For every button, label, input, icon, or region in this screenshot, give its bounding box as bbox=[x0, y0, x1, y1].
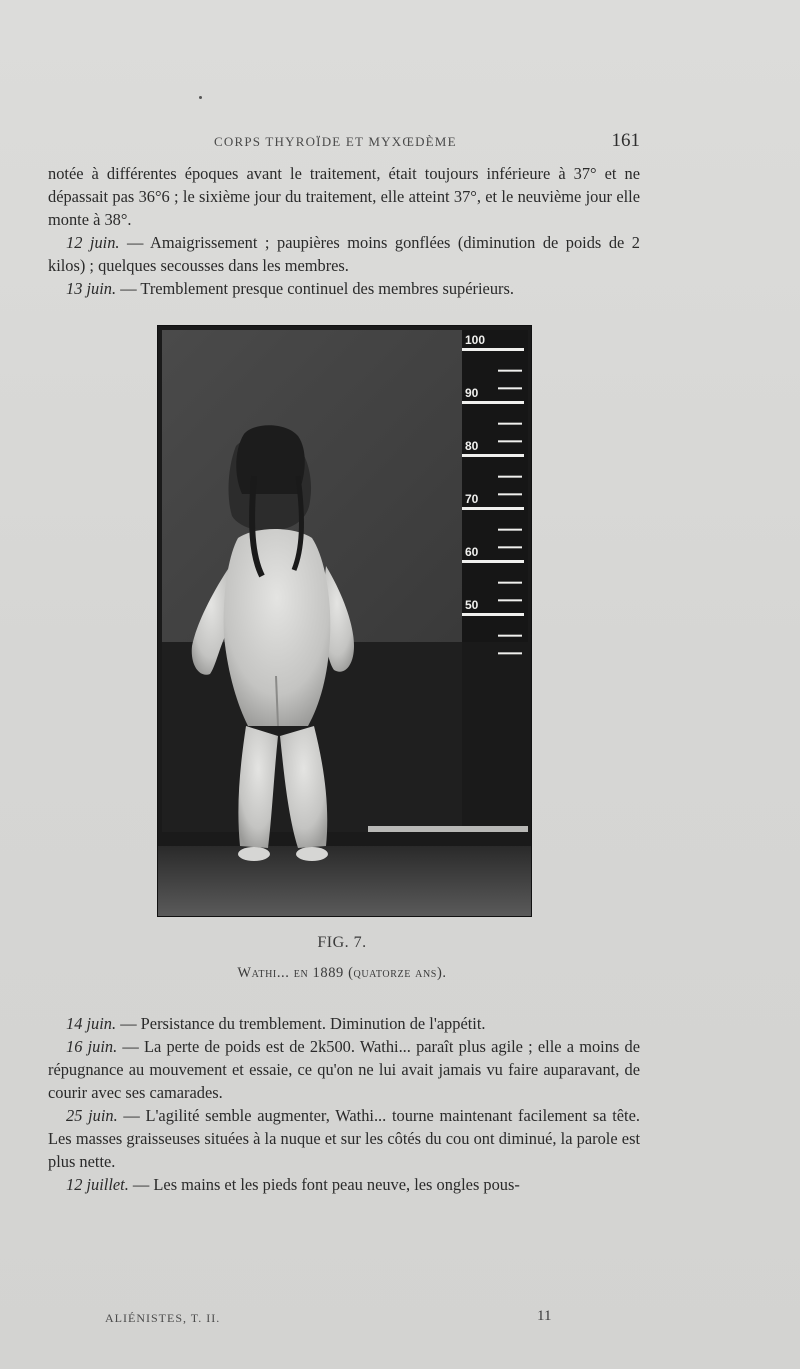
scale-label: 70 bbox=[465, 492, 479, 506]
paragraph-temperature: notée à différentes époques avant le traitement, était toujours inférieure à 37° et ne dépassait pas 36°6 ; le sixième jour du traitement, elle atteint 37°, et le neuvième jour elle monte à 38°. bbox=[48, 164, 640, 229]
scale-major-tick bbox=[462, 401, 524, 404]
paragraph-25-juin: 25 juin. — L'agilité semble augmenter, Wathi... tourne maintenant facilement sa tête. Les masses graisseuses situées à la nuque et sur les côtés du cou ont diminué, la parole est plus nette. bbox=[48, 1106, 640, 1171]
paragraph-12-juin: 12 juin. — Amaigrissement ; paupières moins gonflées (diminution de poids de 2 kilos) ; quelques secousses dans les membres. bbox=[48, 233, 640, 275]
scale-minor-tick bbox=[498, 582, 522, 584]
page-number: 161 bbox=[611, 130, 640, 151]
scale-minor-tick bbox=[498, 476, 522, 478]
scale-label: 60 bbox=[465, 545, 479, 559]
scale-label: 80 bbox=[465, 439, 479, 453]
scale-minor-tick bbox=[498, 440, 522, 442]
scale-minor-tick bbox=[498, 493, 522, 495]
scale-minor-tick bbox=[498, 599, 522, 601]
sheet-number: 11 bbox=[537, 1308, 552, 1324]
scale-major-tick bbox=[462, 507, 524, 510]
scale-label: 50 bbox=[465, 598, 479, 612]
scale-minor-tick bbox=[498, 652, 522, 654]
scale-minor-tick bbox=[498, 423, 522, 425]
date-14-juin: 14 juin. bbox=[66, 1014, 117, 1033]
baseboard bbox=[368, 826, 528, 832]
figure-photograph bbox=[157, 325, 532, 917]
running-head bbox=[48, 130, 640, 154]
scale-major-tick bbox=[462, 613, 524, 616]
scale-major-tick bbox=[462, 454, 524, 457]
figure-caption: FIG. 7. bbox=[317, 934, 367, 951]
signature-mark: ALIÉNISTES, T. II. bbox=[105, 1311, 221, 1325]
date-13-juin: 13 juin. bbox=[66, 279, 117, 298]
date-12-juillet: 12 juillet. bbox=[66, 1175, 129, 1194]
top-text-block bbox=[48, 162, 640, 300]
scale-minor-tick bbox=[498, 387, 522, 389]
paragraph-14-juin: 14 juin. — Persistance du tremblement. Diminution de l'appétit. bbox=[66, 1014, 486, 1033]
height-scale bbox=[462, 330, 528, 654]
date-16-juin: 16 juin. bbox=[66, 1037, 118, 1056]
figure-subcaption: Wathi... en 1889 (quatorze ans). bbox=[237, 965, 447, 981]
paragraph-16-juin: 16 juin. — La perte de poids est de 2k500. Wathi... paraît plus agile ; elle a moins de répugnance au mouvement et essaie, ce qu'on ne lui avait jamais vu faire auparavant, de courir avec ses camarades. bbox=[48, 1037, 640, 1102]
paragraph-12-juillet: 12 juillet. — Les mains et les pieds font peau neuve, les ongles pous- bbox=[66, 1175, 520, 1194]
scale-label: 100 bbox=[465, 333, 486, 347]
photograph bbox=[158, 326, 531, 916]
scale-label: 90 bbox=[465, 386, 479, 400]
floor bbox=[158, 846, 531, 916]
scale-minor-tick bbox=[498, 635, 522, 637]
date-25-juin: 25 juin. bbox=[66, 1106, 118, 1125]
date-12-juin: 12 juin. bbox=[66, 233, 120, 252]
print-speck bbox=[199, 96, 202, 99]
scale-minor-tick bbox=[498, 529, 522, 531]
scale-minor-tick bbox=[498, 546, 522, 548]
scale-major-tick bbox=[462, 348, 524, 351]
paragraph-13-juin: 13 juin. — Tremblement presque continuel des membres supérieurs. bbox=[66, 279, 514, 298]
bottom-text-block bbox=[48, 1012, 640, 1196]
running-title: CORPS THYROÏDE ET MYXŒDÈME bbox=[214, 134, 457, 149]
scale-major-tick bbox=[462, 560, 524, 563]
scale-minor-tick bbox=[498, 370, 522, 372]
